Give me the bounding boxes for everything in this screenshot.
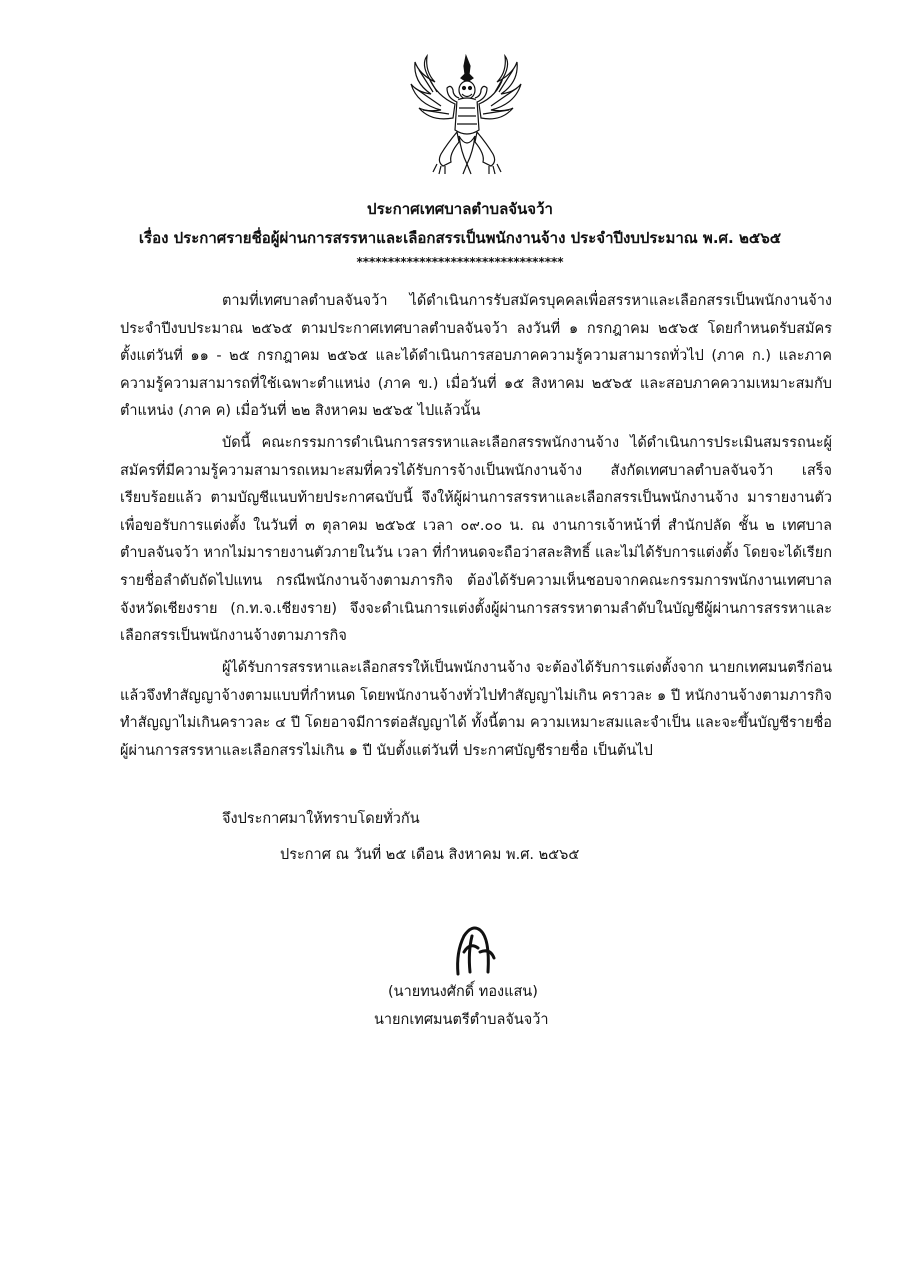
separator-line: *********************************: [356, 255, 564, 269]
signer-name: (นายทนงศักดิ์ ทองแสน): [388, 984, 538, 1000]
paragraph-conditions: ผู้ได้รับการสรรหาและเลือกสรรให้เป็นพนักงานจ้าง จะต้องได้รับการแต่งตั้งจาก นายกเทศมนตรีก่อน แล้วจึงทำสัญญาจ้างตามแบบที่กำหนด โดยพนักงานจ้างทั่วไปทำสัญญาไม่เกิน คราวละ ๑ ปี หนักงานจ้างตามภารกิจทำสัญญาไม่เกินคราวละ ๔ ปี โดยอาจมีการต่อสัญญาได้ ทั้งนี้ตาม ความเหมาะสมและจำเป็น และจะขึ้นบัญชีรายชื่อผู้ผ่านการสรรหาและเลือกสรรไม่เกิน ๑ ปี นับตั้งแต่วันที่ ประกาศบัญชีรายชื่อ เป็นต้นไป: [120, 660, 832, 759]
garuda-emblem-icon: [407, 52, 525, 180]
announcement-closing: จึงประกาศมาให้ทราบโดยทั่วกัน: [222, 811, 420, 827]
signer-position: นายกเทศมนตรีตำบลจันจว้า: [374, 1012, 549, 1028]
document-subject: เรื่อง ประกาศรายชื่อผู้ผ่านการสรรหาและเลือกสรรเป็นพนักงานจ้าง ประจำปีงบประมาณ พ.ศ. ๒๕๖๕: [138, 229, 782, 247]
paragraph-results: บัดนี้ คณะกรรมการดำเนินการสรรหาและเลือกสรรพนักงานจ้าง ได้ดำเนินการประเมินสมรรถนะผู้สมัครที่มีความรู้ความสามารถเหมาะสมที่ควรได้รับการจ้างเป็นพนักงานจ้าง สังกัดเทศบาลตำบลจันจว้า เสร็จเรียบร้อยแล้ว ตามบัญชีแนบท้ายประกาศฉบับนี้ จึงให้ผู้ผ่านการสรรหาและเลือกสรรเป็นพนักงานจ้าง มารายงานตัวเพื่อขอรับการแต่งตั้ง ในวันที่ ๓ ตุลาคม ๒๕๖๕ เวลา ๐๙.๐๐ น. ณ งานการเจ้าหน้าที่ สำนักปลัด ชั้น ๒ เทศบาลตำบลจันจว้า หากไม่มารายงานตัวภายในวัน เวลา ที่กำหนดจะถือว่าสละสิทธิ์ และไม่ได้รับการแต่งตั้ง โดยจะได้เรียกรายชื่อลำดับถัดไปแทน กรณีพนักงานจ้างตามภารกิจ ต้องได้รับความเห็นชอบจากคณะกรรมการพนักงานเทศบาลจังหวัดเชียงราย (ก.ท.จ.เชียงราย) จึงจะดำเนินการแต่งตั้งผู้ผ่านการสรรหาตามลำดับในบัญชีผู้ผ่านการสรรหาและเลือกสรรเป็นพนักงานจ้างตามภารกิจ: [120, 435, 832, 645]
paragraph-background: ตามที่เทศบาลตำบลจันจว้า ได้ดำเนินการรับสมัครบุคคลเพื่อสรรหาและเลือกสรรเป็นพนักงานจ้าง ประจำปีงบประมาณ ๒๕๖๕ ตามประกาศเทศบาลตำบลจันจว้า ลงวันที่ ๑ กรกฎาคม ๒๕๖๕ โดยกำหนดรับสมัครตั้งแต่วันที่ ๑๑ - ๒๕ กรกฎาคม ๒๕๖๕ และได้ดำเนินการสอบภาคความรู้ความสามารถทั่วไป (ภาค ก.) และภาคความรู้ความสามารถที่ใช้เฉพาะตำแหน่ง (ภาค ข.) เมื่อวันที่ ๑๕ สิงหาคม ๒๕๖๕ และสอบภาคความเหมาะสมกับตำแหน่ง (ภาค ค) เมื่อวันที่ ๒๒ สิงหาคม ๒๕๖๕ ไปแล้วนั้น: [120, 293, 832, 420]
document-title: ประกาศเทศบาลตำบลจันจว้า: [367, 200, 553, 218]
signature-icon: [450, 922, 500, 978]
announcement-date: ประกาศ ณ วันที่ ๒๕ เดือน สิงหาคม พ.ศ. ๒๕๖๕: [280, 847, 580, 863]
